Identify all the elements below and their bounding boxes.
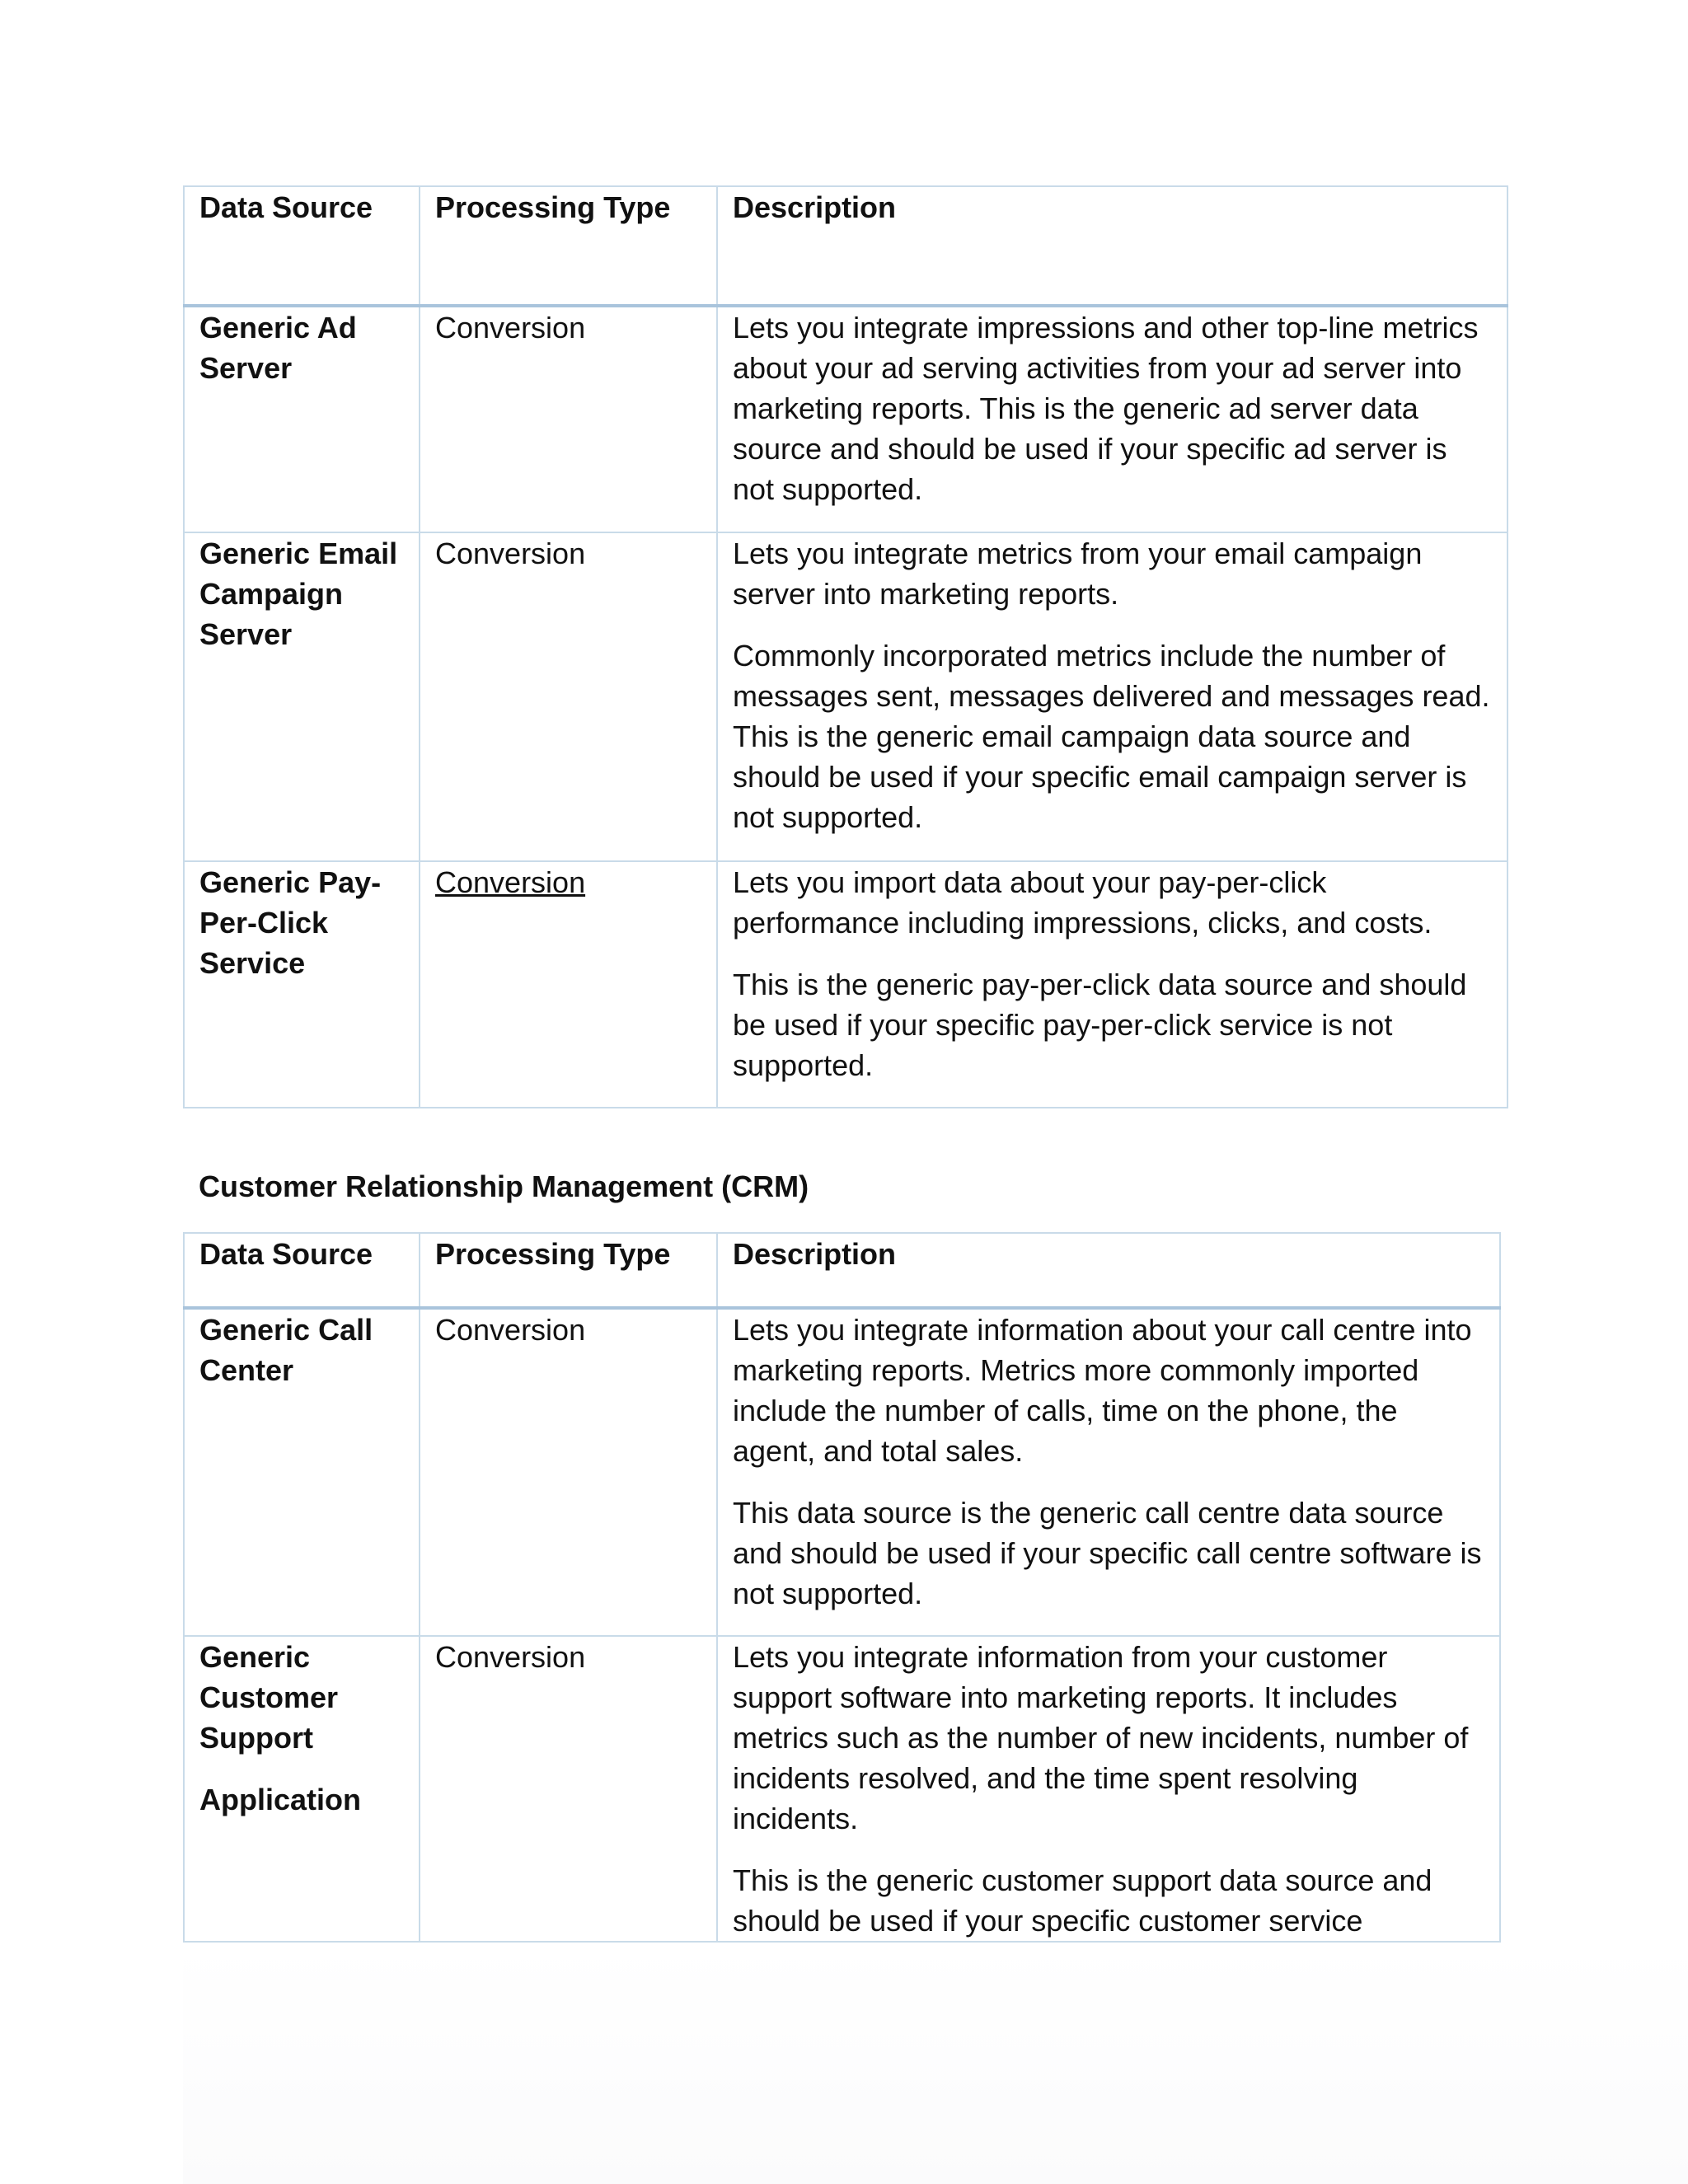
- data-source-name: Generic Customer Support: [199, 1640, 339, 1755]
- processing-type-cell: [420, 861, 717, 1108]
- table-header-row: [184, 1233, 1500, 1308]
- header-data-source: Data Source: [184, 186, 420, 306]
- description-paragraph: This data source is the generic call centre data source and should be used if your specific call centre software is not supported.: [733, 1496, 1482, 1610]
- table-header-row: [184, 186, 1507, 306]
- data-source-table-crm: [183, 1232, 1501, 1943]
- description-cell: [717, 861, 1507, 1108]
- table-row: [184, 306, 1507, 532]
- page-bottom-shading: [183, 1943, 1688, 2184]
- table-row: [184, 861, 1507, 1108]
- description-paragraph: This is the generic customer support data source and should be used if your specific customer service: [733, 1863, 1432, 1938]
- description-paragraph: Lets you integrate information from your customer support software into marketing reports. It includes metrics such as the number of new incidents, number of incidents resolved, and the time spent resolving incidents.: [733, 1640, 1469, 1835]
- data-source-cell: [184, 1636, 420, 1942]
- processing-type-cell: Conversion: [420, 532, 717, 861]
- data-source-cell: Generic Pay-Per-Click Service: [184, 861, 420, 1108]
- data-source-cell: Generic Email Campaign Server: [184, 532, 420, 861]
- processing-type-cell: Conversion: [420, 306, 717, 532]
- description-cell: [717, 1636, 1500, 1942]
- description-cell: [717, 1308, 1500, 1636]
- header-processing-type: Processing Type: [420, 1233, 717, 1308]
- data-source-name-continued: Application: [199, 1783, 361, 1816]
- section-heading: Customer Relationship Management (CRM): [199, 1169, 809, 1203]
- description-paragraph: Lets you integrate metrics from your email campaign server into marketing reports.: [733, 537, 1423, 611]
- description-cell: [717, 306, 1507, 532]
- data-source-cell: Generic Ad Server: [184, 306, 420, 532]
- processing-type-cell: Conversion: [420, 1308, 717, 1636]
- data-source-cell: Generic Call Center: [184, 1308, 420, 1636]
- header-processing-type: Processing Type: [420, 186, 717, 306]
- description-cell: [717, 532, 1507, 861]
- header-description: Description: [717, 186, 1507, 306]
- description-paragraph: Lets you integrate information about your call centre into marketing reports. Metrics more commonly imported include the number of calls, time on the phone, the agent, and total sales.: [733, 1313, 1472, 1468]
- data-source-table-advertising: [183, 185, 1508, 1108]
- description-paragraph: Lets you integrate impressions and other top-line metrics about your ad serving activities from your ad server into marketing reports. This is the generic ad server data source and should be used if your specific ad server is not supported.: [733, 311, 1479, 506]
- description-paragraph: Commonly incorporated metrics include the number of messages sent, messages delivered and messages read. This is the generic email campaign data source and should be used if your specific email campaign server is not supported.: [733, 639, 1490, 834]
- header-data-source: Data Source: [184, 1233, 420, 1308]
- conversion-link[interactable]: Conversion: [435, 865, 586, 899]
- description-paragraph: Lets you import data about your pay-per-click performance including impressions, clicks, and costs.: [733, 865, 1432, 940]
- table-row: [184, 1636, 1500, 1942]
- processing-type-cell: Conversion: [420, 1636, 717, 1942]
- description-paragraph: This is the generic pay-per-click data source and should be used if your specific pay-per-click service is not supported.: [733, 968, 1467, 1082]
- table-row: [184, 1308, 1500, 1636]
- table-row: [184, 532, 1507, 861]
- header-description: Description: [717, 1233, 1500, 1308]
